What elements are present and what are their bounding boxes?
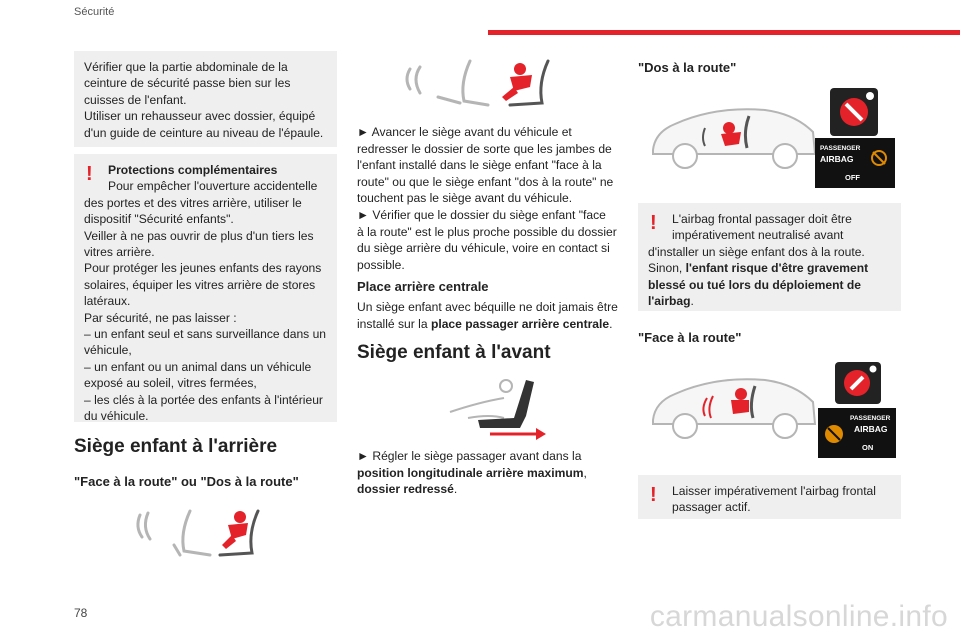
front-seat-text xyxy=(357,448,621,498)
watermark: carmanualsonline.info xyxy=(649,600,948,633)
warning-line: L'airbag frontal passager doit être xyxy=(672,212,852,226)
text-line xyxy=(357,316,621,333)
text-run: Sinon, xyxy=(648,261,686,276)
warning-line: vitres arrière. xyxy=(84,245,155,260)
text-line: touchent pas le siège avant du véhicule. xyxy=(357,191,573,206)
text-line: redresser le dossier de sorte que les jambes de xyxy=(357,141,612,156)
car-rear-facing-illustration xyxy=(645,92,820,187)
rear-center-text xyxy=(357,299,621,332)
warning-line: d'installer un siège enfant dos à la route. xyxy=(648,244,865,259)
warning-line: blessé ou tué lors du déploiement de xyxy=(648,277,862,292)
panel-state: ON xyxy=(862,443,874,452)
warning-line: – un enfant ou un animal dans un véhicule xyxy=(84,359,312,374)
warning-title: Protections complémentaires xyxy=(108,163,278,177)
box-line: cuisses de l'enfant. xyxy=(84,92,187,107)
warning-box-airbag-on xyxy=(638,475,901,519)
header-accent-bar xyxy=(488,30,960,35)
text-line: ► Avancer le siège avant du véhicule et xyxy=(357,125,572,139)
warning-box-airbag-off xyxy=(638,203,901,311)
text-line: à la route" est le plus proche possible du dossier xyxy=(357,224,617,239)
instructions-seat-position xyxy=(357,124,621,273)
subheading-rear-center: Place arrière centrale xyxy=(357,279,489,294)
warning-icon: ! xyxy=(650,484,657,506)
warning-icon: ! xyxy=(650,212,657,234)
subheading-rear-facing: "Dos à la route" xyxy=(638,60,737,75)
warning-line xyxy=(648,260,891,276)
warning-line: Pour protéger les jeunes enfants des rayons xyxy=(84,261,322,276)
page-number: 78 xyxy=(74,606,88,620)
text-run-bold: place passager arrière centrale xyxy=(430,316,610,331)
warning-line: Pour empêcher l'ouverture accidentelle xyxy=(108,179,318,194)
text-run: . xyxy=(690,294,694,309)
warning-line: – les clés à la portée des enfants à l'intérieur xyxy=(84,392,323,407)
passenger-airbag-on-panel xyxy=(818,408,896,458)
warning-box-protections xyxy=(74,154,337,422)
text-line xyxy=(357,465,621,482)
heading-rear-child-seat: Siège enfant à l'arrière xyxy=(74,436,278,457)
car-forward-facing-illustration xyxy=(645,364,820,454)
passenger-airbag-off-panel xyxy=(815,138,895,188)
box-line: d'un guide de ceinture au niveau de l'épaule. xyxy=(84,125,324,140)
warning-line: – un enfant seul et sans surveillance dans un xyxy=(84,327,327,342)
text-run-bold: l'airbag xyxy=(648,294,691,309)
warning-line: exposé au soleil, vitres fermées, xyxy=(84,376,257,391)
front-seat-slide-illustration xyxy=(440,372,550,442)
text-run: , xyxy=(583,465,587,480)
text-line: ► Régler le siège passager avant dans la xyxy=(357,449,582,463)
warning-line: du véhicule. xyxy=(84,409,149,424)
text-line xyxy=(357,481,621,498)
warning-line: Veiller à ne pas ouvrir de plus d'un tiers les xyxy=(84,228,314,243)
text-line: possible. xyxy=(357,257,405,272)
text-run: installé sur la xyxy=(357,316,431,331)
front-seat-adjust-illustration xyxy=(398,55,558,115)
panel-line2: AIRBAG xyxy=(854,424,888,434)
warning-line: impérativement neutralisé avant xyxy=(672,228,844,243)
box-line: Utiliser un rehausseur avec dossier, équipé xyxy=(84,109,316,124)
warning-line: Laisser impérativement l'airbag frontal xyxy=(672,484,876,498)
text-line: route" ou que le siège enfant "dos à la route" ne xyxy=(357,174,614,189)
warning-line: dispositif "Sécurité enfants". xyxy=(84,212,234,227)
warning-line: Par sécurité, ne pas laisser : xyxy=(84,310,237,325)
text-line: Un siège enfant avec béquille ne doit jamais être xyxy=(357,300,618,314)
warning-line: des portes et des vitres arrière, utiliser le xyxy=(84,195,302,210)
text-run: . xyxy=(609,316,613,331)
warning-line: passager actif. xyxy=(672,500,751,515)
airbag-prohibition-symbol xyxy=(830,88,878,136)
text-line: du siège arrière du véhicule, voire en contact si xyxy=(357,241,610,256)
warning-line: solaires, équiper les vitres arrière de stores xyxy=(84,277,316,292)
warning-line: latéraux. xyxy=(84,294,131,309)
panel-line2: AIRBAG xyxy=(820,154,854,164)
warning-icon: ! xyxy=(86,163,93,185)
subheading-forward-facing: "Face à la route" xyxy=(638,330,742,345)
info-box-belt xyxy=(74,51,337,147)
text-run-bold: position longitudinale arrière maximum xyxy=(357,465,584,480)
rear-seats-illustration xyxy=(120,505,280,565)
text-line: l'enfant installé dans le siège enfant "face à la xyxy=(357,158,602,173)
text-line: ► Vérifier que le dossier du siège enfant "face xyxy=(357,207,606,222)
text-run-bold: l'enfant risque d'être gravement xyxy=(685,261,869,276)
box-line: Vérifier que la partie abdominale de la xyxy=(84,60,288,74)
warning-line xyxy=(648,293,891,309)
warning-line: véhicule, xyxy=(84,343,132,358)
subheading-orientation: "Face à la route" ou "Dos à la route" xyxy=(74,474,299,489)
text-run: . xyxy=(453,482,458,497)
panel-line1: PASSENGER xyxy=(850,415,891,422)
box-line: ceinture de sécurité passe bien sur les xyxy=(84,76,291,91)
airbag-enabled-symbol xyxy=(835,362,881,404)
text-run-bold: dossier redressé xyxy=(357,482,454,497)
section-title: Sécurité xyxy=(74,6,115,18)
panel-line1: PASSENGER xyxy=(820,145,861,152)
heading-front-child-seat: Siège enfant à l'avant xyxy=(357,342,551,363)
panel-state: OFF xyxy=(845,173,860,182)
